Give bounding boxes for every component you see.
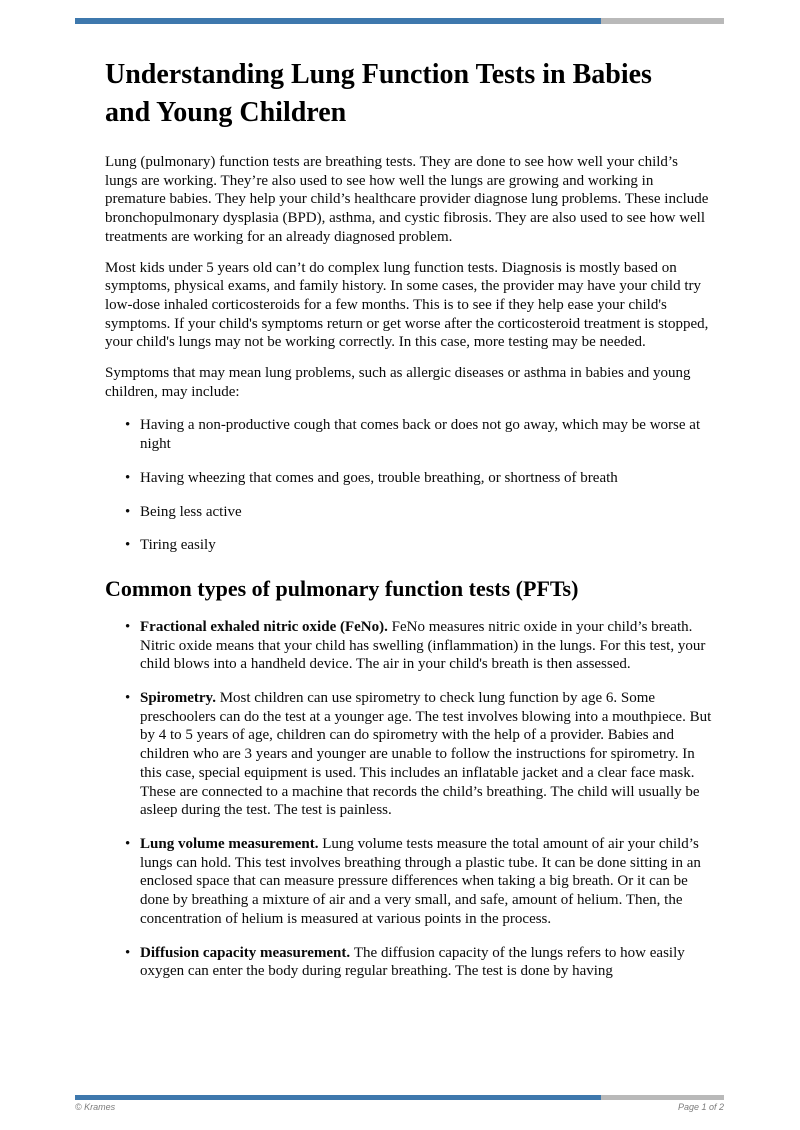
- footer-rule-gray-segment: [601, 1095, 724, 1100]
- list-item: [140, 835, 713, 929]
- footer-rule: [75, 1095, 724, 1100]
- header-rule-gray-segment: [601, 18, 724, 24]
- document-body: [105, 56, 713, 1090]
- pft-item-lead: Spirometry.: [140, 690, 220, 707]
- list-item: • Tiring easily: [140, 536, 713, 555]
- footer-copyright: © Krames: [75, 1102, 116, 1112]
- footer: [75, 1102, 724, 1112]
- list-item: [140, 944, 713, 981]
- list-item: • Having a non-productive cough that comes back or does not go away, which may be worse at night: [140, 416, 713, 453]
- list-item: [140, 689, 713, 820]
- pft-item-text: The diffusion capacity of the lungs refers to how easily oxygen can enter the body during regular breathing. The test is done by having: [140, 944, 685, 980]
- header-rule: [75, 18, 724, 24]
- header-rule-blue-segment: [75, 18, 601, 24]
- pft-item-lead: Diffusion capacity measurement.: [140, 944, 354, 961]
- list-item: [140, 618, 713, 674]
- list-item: • Having wheezing that comes and goes, trouble breathing, or shortness of breath: [140, 469, 713, 488]
- pft-list: [105, 618, 713, 981]
- pft-item-lead: Fractional exhaled nitric oxide (FeNo).: [140, 618, 392, 635]
- list-item: • Being less active: [140, 503, 713, 522]
- symptoms-list: [105, 416, 713, 555]
- footer-page-number: Page 1 of 2: [677, 1102, 724, 1112]
- pft-item-text: Lung volume tests measure the total amount of air your child’s lungs can hold. This test involves breathing through a plastic tube. It can be done sitting in an enclosed space that can measure pressure differences when taking a big breath. Or it can be done by breathing a mixture of air and a very small, and safe, amount of helium. Then, the concentration of helium is measured at various points in the process.: [140, 835, 701, 927]
- page-title: Understanding Lung Function Tests in Babies and Young Children: [105, 59, 652, 128]
- pft-item-text: FeNo measures nitric oxide in your child’s breath. Nitric oxide means that your child has swelling (inflammation) in the lungs. For this test, your child blows into a handheld device. The air in your child's breath is then assessed.: [140, 618, 706, 673]
- intro-paragraph-2: Most kids under 5 years old can’t do complex lung function tests. Diagnosis is mostly based on symptoms, physical exams, and family history. In some cases, the provider may have your child try low-dose inhaled corticosteroids for a few months. This is to see if they help ease your child's symptoms. If your child's symptoms return or get worse after the corticosteroid treatment is stopped, your child's lungs may not be working correctly. In this case, more testing may be needed.: [105, 259, 709, 351]
- pft-item-text: Most children can use spirometry to check lung function by age 6. Some preschoolers can do the test at a younger age. The test involves blowing into a mouthpiece. But by 4 to 5 years of age, children can do spirometry with the help of a provider. Babies and children who are 3 years and younger are unable to follow the instructions for spirometry. In this case, special equipment is used. This includes an inflatable jacket and a clear face mask. These are connected to a machine that records the child’s breathing. The child will usually be asleep during the test. The test is painless.: [140, 690, 712, 819]
- intro-paragraph-1: Lung (pulmonary) function tests are breathing tests. They are done to see how well your child’s lungs are working. They’re also used to see how well the lungs are growing and working in premature babies. They help your child’s healthcare provider diagnose lung problems. These include bronchopulmonary dysplasia (BPD), asthma, and cystic fibrosis. They are also used to see how well treatments are working for an already diagnosed problem.: [105, 154, 709, 245]
- pft-item-lead: Lung volume measurement.: [140, 835, 323, 852]
- footer-rule-blue-segment: [75, 1095, 601, 1100]
- section-heading-pft: Common types of pulmonary function tests (PFTs): [105, 575, 579, 601]
- intro-paragraph-3: Symptoms that may mean lung problems, such as allergic diseases or asthma in babies and young children, may include:: [105, 365, 691, 400]
